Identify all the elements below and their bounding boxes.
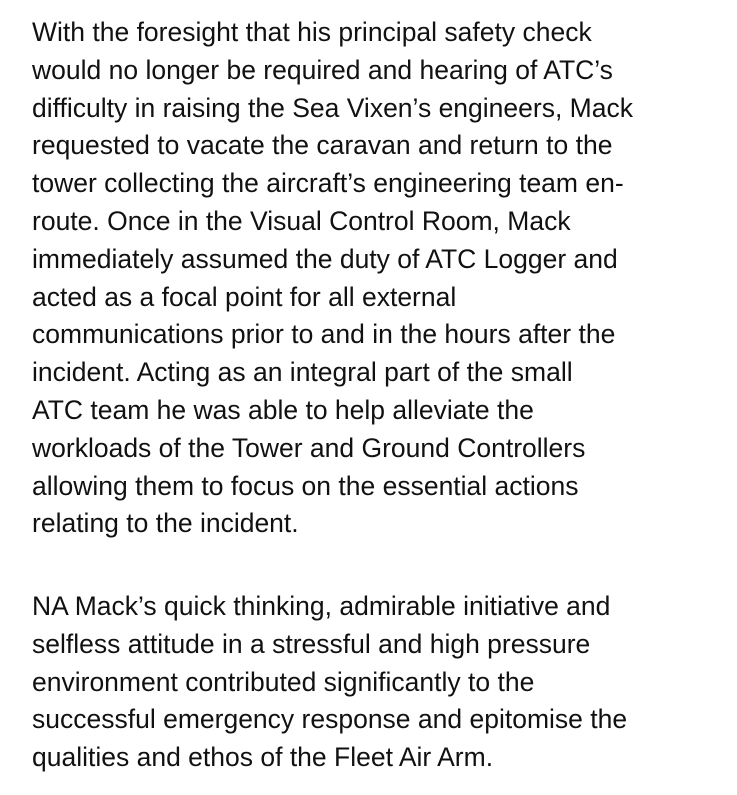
text-line: route. Once in the Visual Control Room, Mack (32, 205, 571, 236)
text-line: allowing them to focus on the essential actions (32, 470, 579, 501)
text-line: would no longer be required and hearing of ATC’s (32, 54, 613, 85)
text-line: ATC team he was able to help alleviate the (32, 394, 534, 425)
text-line: environment contributed significantly to the (32, 666, 535, 697)
text-line: qualities and ethos of the Fleet Air Arm. (32, 742, 494, 773)
text-line: relating to the incident. (32, 508, 299, 539)
paragraph-2 (32, 588, 627, 777)
text-line: communications prior to and in the hours after the (32, 319, 616, 350)
text-line: requested to vacate the caravan and return to the (32, 130, 613, 161)
text-line: tower collecting the aircraft’s engineering team en- (32, 168, 624, 199)
text-line: selfless attitude in a stressful and high pressure (32, 628, 591, 659)
text-line: incident. Acting as an integral part of the small (32, 357, 573, 388)
text-line: successful emergency response and epitomise the (32, 704, 628, 735)
paragraph-1 (32, 14, 633, 543)
text-line: immediately assumed the duty of ATC Logger and (32, 243, 618, 274)
text-line: workloads of the Tower and Ground Controllers (32, 432, 586, 463)
text-line: difficulty in raising the Sea Vixen’s engineers, Mack (32, 92, 633, 123)
text-line: NA Mack’s quick thinking, admirable initiative and (32, 591, 611, 621)
text-line: acted as a focal point for all external (32, 281, 457, 312)
text-line: With the foresight that his principal safety check (32, 17, 592, 47)
